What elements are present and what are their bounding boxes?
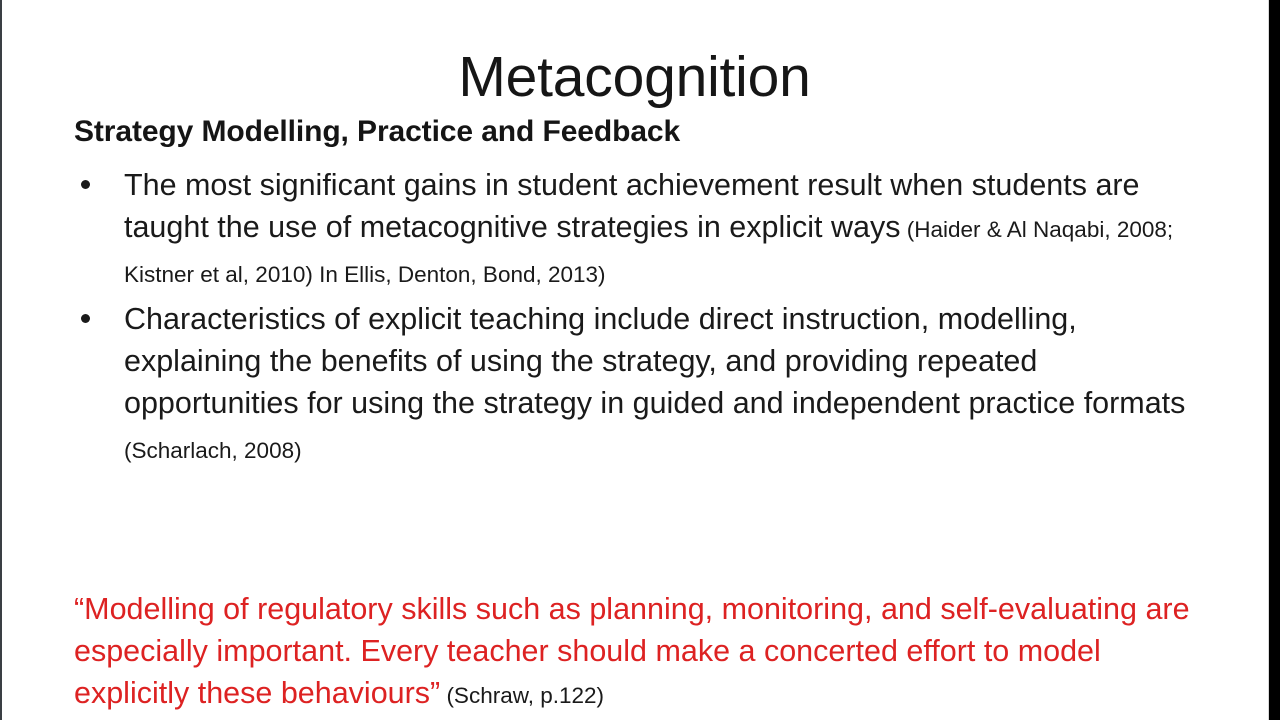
pull-quote-citation: (Schraw, p.122): [440, 683, 605, 708]
slide-content-body: [74, 112, 1209, 474]
pull-quote-text: “Modelling of regulatory skills such as planning, monitoring, and self-evaluating are especially important. Every teacher should make a concerted effort to model explicitly these behaviours”: [74, 592, 1190, 710]
slide-title: Metacognition: [458, 45, 811, 110]
bullet-item-1: [74, 164, 1209, 296]
bullet-dot-icon: [81, 314, 90, 323]
letterbox-right-band: [1269, 0, 1280, 720]
bullet-item-1-citation: (Haider & Al Naqabi, 2008; Kistner et al, 2010) In Ellis, Denton, Bond, 2013): [124, 217, 1174, 287]
bullet-item-1-text: The most significant gains in student achievement result when students are taught the use of metacognitive strategies in explicit ways: [124, 168, 1140, 244]
bullet-item-2: [74, 298, 1209, 472]
pull-quote: [74, 588, 1204, 717]
section-heading: Strategy Modelling, Practice and Feedback: [74, 115, 681, 148]
bullet-dot-icon: [81, 180, 90, 189]
bullet-list: [74, 164, 1209, 472]
bullet-item-2-text: Characteristics of explicit teaching include direct instruction, modelling, explaining the benefits of using the strategy, and providing repeated opportunities for using the strategy in guided and independent practice formats: [124, 302, 1186, 420]
bullet-item-2-citation: (Scharlach, 2008): [124, 438, 302, 463]
